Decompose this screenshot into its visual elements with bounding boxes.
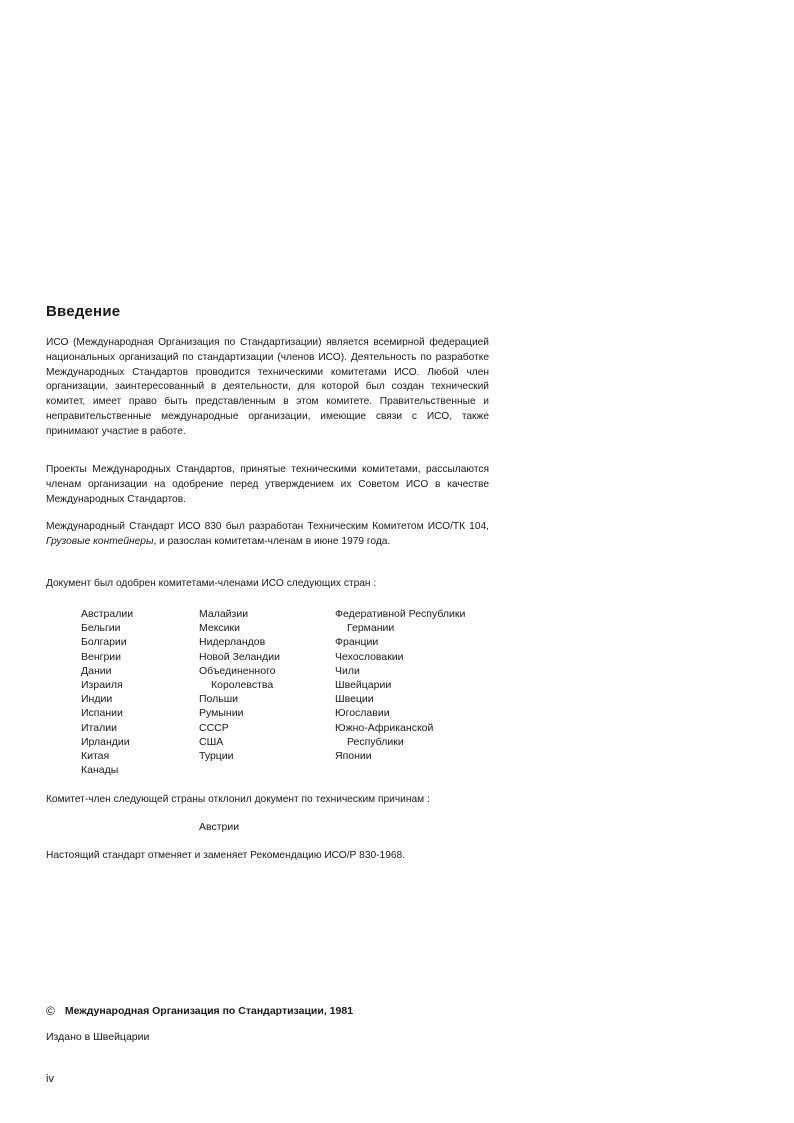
country-item: Болгарии (81, 636, 127, 649)
intro-paragraph-drafts: Проекты Международных Стандартов, принятые техническими комитетами, рассылаются членам организации на одобрение перед утверждением их Советом ИСО в качестве Международных Стандартов. (46, 464, 489, 505)
country-item: Китая (81, 750, 110, 763)
copyright-text: Международная Организация по Стандартизации, 1981 (64, 1005, 354, 1017)
country-item: Швейцарии (335, 679, 392, 692)
country-item: Венгрии (81, 650, 122, 663)
country-list-column-3 (335, 607, 465, 763)
country-item: Южно-Африканской (335, 721, 434, 734)
page-number: iv (46, 1073, 54, 1085)
country-item: Японии (335, 750, 372, 763)
rejecting-country: Австрии (199, 821, 240, 833)
country-item: Индии (81, 693, 113, 706)
country-item: Турции (199, 750, 234, 763)
country-item: Мексики (199, 622, 240, 635)
country-item: Италии (81, 721, 117, 734)
country-item: Польши (199, 693, 239, 706)
country-item-continuation: Германии (347, 622, 395, 635)
standard-text-end: , и разослан комитетам-членам в июне 1979 года. (153, 535, 391, 547)
country-item: США (199, 735, 224, 748)
country-item: Нидерландов (199, 636, 266, 649)
country-item: Канады (81, 764, 119, 777)
country-item: Австралии (81, 608, 134, 620)
committee-title: Грузовые контейнеры (46, 535, 154, 547)
country-item: Югославии (335, 707, 390, 720)
country-item: Испании (81, 707, 123, 720)
country-item-continuation: Королевства (211, 679, 274, 692)
replacement-statement: Настоящий стандарт отменяет и заменяет Рекомендацию ИСО/Р 830-1968. (46, 850, 406, 861)
approval-statement: Документ был одобрен комитетами-членами ИСО следующих стран : (46, 578, 377, 589)
country-item: Малайзии (199, 608, 249, 620)
country-item: Новой Зеландии (199, 650, 280, 663)
printed-in: Издано в Швейцарии (46, 1031, 150, 1043)
country-list-column-2 (199, 607, 280, 763)
country-item: Дании (81, 664, 112, 677)
copyright-icon: © (46, 1004, 55, 1018)
intro-paragraph-iso: ИСО (Международная Организация по Стандартизации) является всемирной федерацией национальных организаций по стандартизации (членов ИСО). Деятельность по разработке Международных Стандартов проводится техническими комитетами ИСО. Любой член организации, заинтересованный в деятельности, для которой был создан технический комитет, имеет право быть представленным в этом комитете. Правительственные и неправительственные международные организации, имеющие связи с ИСО, также принимают участие в работе. (46, 337, 489, 437)
copyright-line (46, 1004, 353, 1018)
country-item: Бельгии (81, 622, 121, 635)
country-item: Франции (335, 636, 379, 649)
rejection-statement: Комитет-член следующей страны отклонил документ по техническим причинам : (46, 794, 430, 805)
country-item-continuation: Республики (347, 735, 404, 748)
country-item: СССР (199, 721, 229, 734)
country-item: Швеции (335, 693, 374, 706)
country-item: Объединенного (199, 664, 276, 677)
section-heading: Введение (46, 303, 121, 320)
intro-paragraph-standard (46, 520, 489, 550)
standard-text-start: Международный Стандарт ИСО 830 был разработан Техническим Комитетом ИСО/ТК 104, (46, 521, 489, 532)
country-item: Федеративной Республики (335, 608, 466, 620)
country-item: Чили (335, 664, 360, 677)
country-item: Израиля (81, 679, 123, 692)
country-item: Ирландии (81, 735, 130, 748)
country-item: Румынии (199, 707, 244, 720)
country-list-column-1 (81, 607, 133, 777)
country-item: Чехословакии (335, 650, 404, 663)
